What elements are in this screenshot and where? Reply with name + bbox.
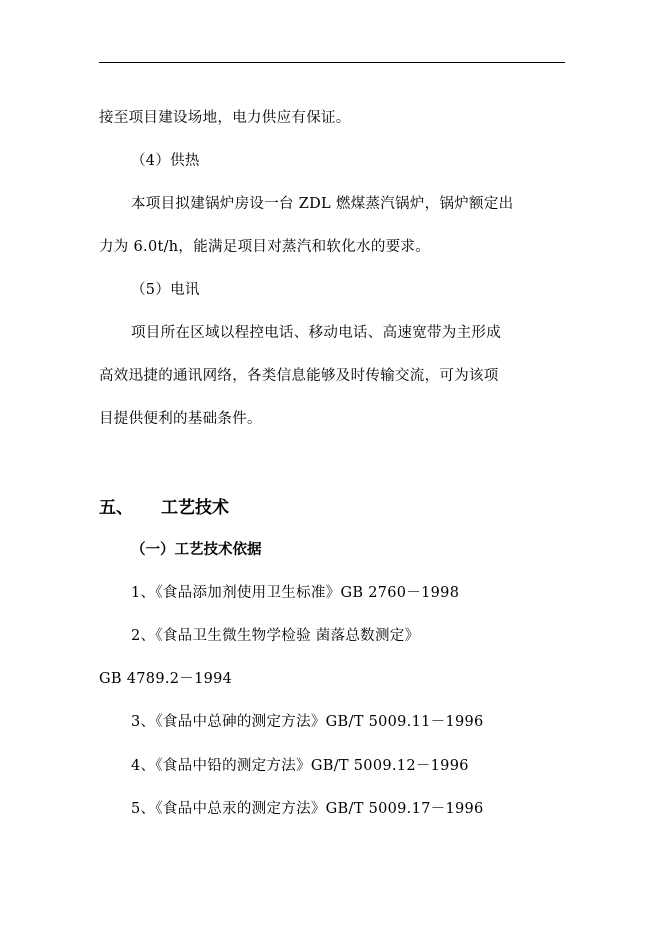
subsection-title: （一）工艺技术依据 — [131, 542, 262, 558]
standard-item-2: 2、《食品卫生微生物学检验 菌落总数测定》 — [131, 628, 420, 644]
standard-item-4: 4、《食品中铅的测定方法》GB/T 5009.12－1996 — [131, 758, 469, 774]
paragraph-line: 接至项目建设场地，电力供应有保证。 — [99, 110, 351, 126]
telecom-subtitle: （5）电讯 — [131, 282, 200, 298]
header-rule — [99, 62, 565, 63]
telecom-paragraph-line-2: 高效迅捷的通讯网络，各类信息能够及时传输交流，可为该项 — [99, 368, 499, 384]
standard-item-2-code: GB 4789.2－1994 — [99, 671, 233, 687]
section-title: 工艺技术 — [161, 498, 229, 518]
section-number: 五、 — [99, 498, 133, 518]
heat-paragraph-line-2: 力为 6.0t/h，能满足项目对蒸汽和软化水的要求。 — [99, 239, 431, 255]
standard-item-3: 3、《食品中总砷的测定方法》GB/T 5009.11－1996 — [131, 714, 484, 730]
heat-paragraph-line-1: 本项目拟建锅炉房设一台 ZDL 燃煤蒸汽锅炉，锅炉额定出 — [131, 196, 514, 212]
telecom-paragraph-line-3: 目提供便利的基础条件。 — [99, 411, 262, 427]
standard-item-5: 5、《食品中总汞的测定方法》GB/T 5009.17－1996 — [131, 801, 484, 817]
heat-subtitle: （4）供热 — [131, 153, 200, 169]
standard-item-1: 1、《食品添加剂使用卫生标准》GB 2760－1998 — [131, 585, 460, 601]
telecom-paragraph-line-1: 项目所在区域以程控电话、移动电话、高速宽带为主形成 — [131, 325, 501, 341]
